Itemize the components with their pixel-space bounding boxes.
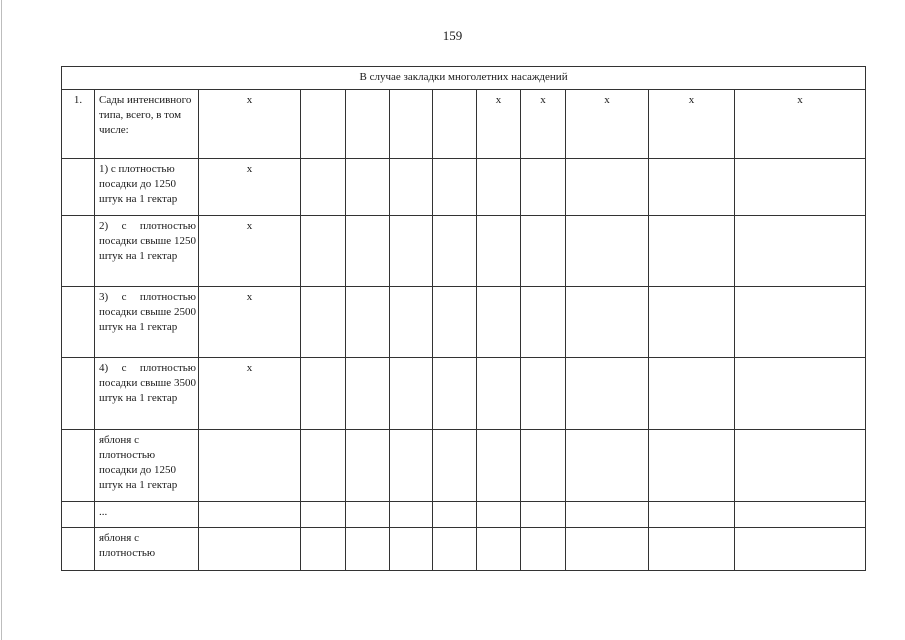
empty-cell [199,430,301,502]
empty-cell [433,90,477,159]
row-number [62,358,95,430]
empty-cell [390,430,433,502]
empty-cell [735,502,866,528]
empty-cell [521,358,566,430]
row-number [62,159,95,216]
empty-cell [433,216,477,287]
empty-cell [521,159,566,216]
empty-cell [477,430,521,502]
page-left-edge [1,0,2,640]
empty-cell [199,528,301,571]
empty-cell [301,358,346,430]
empty-cell [390,159,433,216]
row-number [62,287,95,358]
empty-cell [477,287,521,358]
empty-cell [735,528,866,571]
row-number: 1. [62,90,95,159]
empty-cell [390,90,433,159]
empty-cell [521,430,566,502]
x-mark: х [199,159,301,216]
empty-cell [346,502,390,528]
empty-cell [301,159,346,216]
empty-cell [566,159,649,216]
empty-cell [433,430,477,502]
row-label: яблоня с плотностью посадки до 1250 штук на 1 гектар [95,430,199,502]
empty-cell [346,430,390,502]
empty-cell [735,216,866,287]
empty-cell [390,358,433,430]
table-row [62,358,866,430]
row-label: 1) с плотностью посадки до 1250 штук на 1 гектар [95,159,199,216]
row-number [62,216,95,287]
empty-cell [649,358,735,430]
empty-cell [301,528,346,571]
empty-cell [346,90,390,159]
x-mark: х [477,90,521,159]
row-number [62,528,95,571]
row-label: 4) с плотностью посадки свыше 3500 штук на 1 гектар [95,358,199,430]
empty-cell [566,287,649,358]
empty-cell [735,287,866,358]
table-row [62,502,866,528]
empty-cell [649,159,735,216]
x-mark: х [199,90,301,159]
empty-cell [477,216,521,287]
empty-cell [433,159,477,216]
table-row [62,430,866,502]
empty-cell [390,287,433,358]
empty-cell [477,502,521,528]
row-label: 2) с плотностью посадки свыше 1250 штук на 1 гектар [95,216,199,287]
empty-cell [301,90,346,159]
x-mark: х [199,358,301,430]
row-number [62,430,95,502]
x-mark: х [649,90,735,159]
document-table [61,66,866,571]
row-label: яблоня с плотностью [95,528,199,571]
section-header: В случае закладки многолетних насаждений [62,67,866,90]
empty-cell [566,358,649,430]
empty-cell [566,430,649,502]
empty-cell [649,287,735,358]
empty-cell [566,528,649,571]
empty-cell [346,159,390,216]
empty-cell [390,502,433,528]
empty-cell [390,528,433,571]
empty-cell [433,287,477,358]
empty-cell [649,528,735,571]
empty-cell [301,216,346,287]
empty-cell [433,528,477,571]
empty-cell [477,159,521,216]
empty-cell [477,358,521,430]
x-mark: х [735,90,866,159]
empty-cell [649,430,735,502]
empty-cell [521,502,566,528]
section-header-row [62,67,866,90]
empty-cell [433,358,477,430]
x-mark: х [199,216,301,287]
empty-cell [301,287,346,358]
empty-cell [346,528,390,571]
table-row [62,159,866,216]
row-label: 3) с плотностью посадки свыше 2500 штук на 1 гектар [95,287,199,358]
empty-cell [346,216,390,287]
table-row [62,216,866,287]
empty-cell [346,287,390,358]
row-label: ... [95,502,199,528]
x-mark: х [566,90,649,159]
empty-cell [390,216,433,287]
table-row [62,287,866,358]
empty-cell [566,216,649,287]
empty-cell [735,430,866,502]
x-mark: х [199,287,301,358]
x-mark: х [521,90,566,159]
page-number: 159 [442,28,463,43]
table-row [62,528,866,571]
empty-cell [521,216,566,287]
empty-cell [199,502,301,528]
empty-cell [649,216,735,287]
empty-cell [735,358,866,430]
empty-cell [521,528,566,571]
empty-cell [477,528,521,571]
empty-cell [735,159,866,216]
empty-cell [649,502,735,528]
table-row [62,90,866,159]
empty-cell [346,358,390,430]
row-label: Сады интенсивного типа, всего, в том числе: [95,90,199,159]
empty-cell [301,502,346,528]
empty-cell [566,502,649,528]
empty-cell [521,287,566,358]
empty-cell [301,430,346,502]
empty-cell [433,502,477,528]
row-number [62,502,95,528]
